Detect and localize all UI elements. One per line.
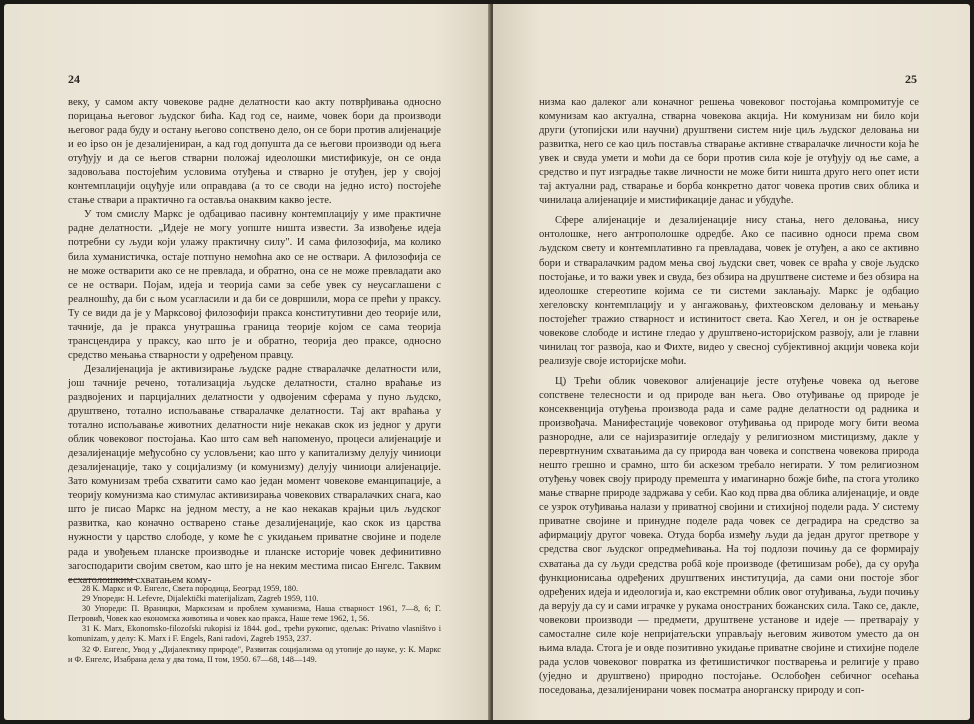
footnote-31: 31 K. Marx, Ekonomsko-filozofski rukopisi iz 1844. god., трећи рукопис, одељак: Privatno vlasništvo i komunizam, у делу: K. Marx i F. Engels, Rani radovi, Zagreb 1953, 237. xyxy=(68,624,441,644)
left-paragraph-3: Дезалијенација је активизирање људске радне стваралачке делатности или, још тачније речено, тотализација људске делатности, стално враћање из раздвојених и парцијалних делатности у одвојеним сферама у пуно људско, друштвено, тотално испољавање стваралачке делатности. Тај акт враћања у тотално испољавање животних делатности није некакав скок из једног у други облик човековог постојања. Као што сам већ напоменуо, процеси алијенације и дезалијенације међусобно су условљени; као што у капитализму делују чиниоци дезалијенације, тако у социјализму (и комунизму) делују чиниоци алијенације. Зато комунизам треба схватити само као један момент човекове еманципације, а теорију комунизма као стимулас активизирања човекових стваралачких снага, као што је писао Маркс на једном месту, а не као некакав крајњи циљ људског развитка, као коначно остварено стање дезалијенације, као скок из царства нужности у царство слободе, у коме ће с укидањем приватне својине и поделе рада и увођењем планске производње и планске историје човек дефинитивно загосподарити својим светом, као што је на неким местима писао Енгелс. Таквим есхатолошким схватањем кому- xyxy=(68,363,441,586)
right-paragraph-1: низма као далеког али коначног решења човековог постојања компромитује се комунизам као актуална, стварна човекова акција. Ни комунизам ни било који други (утопијски или научни) друштвени систем није циљ људског деловања ни развитка, него се као циљ поставља стварање активне стваралачке личности која ће увек и свуда умети и моћи да се бори против сила које је отуђују од ње саме, а средство и пут изградње такве личности не може бити ништа друго него опет исти тај актуални рад, стварање и борба конкретно датог човека против свих облика и чинилаца алијенације и мистификације данас и убудуће. xyxy=(539,97,919,207)
footnote-28: 28 К. Маркс и Ф. Енгелс, Света породица, Београд 1959, 180. xyxy=(82,584,299,593)
left-body-text xyxy=(68,96,441,588)
right-paragraph-3: Ц) Трећи облик човековог алијенације јесте отуђење човека од његове сопствене телесности и од природе ван њега. Ово отуђивање од природе је консеквенција отуђења производа рада и саме радне делатности од радника и произвођача. Манифестације човековог отуђивања од природе могу бити веома разнородне, али се најизразитије огледају у религиозном мистицизму, дакле у перевртнуним схватањима да су природа ван човека и сопствена човекова природа нешто грешно и срамно, што би аскезом требало негирати. У том религиозном отуђењу човек своју природу премешта у имагинарно божје биће, па стога утолико мање стварне природе задржава у себи. Као код прва два облика алијенације, и овде се узрок отуђивања налази у приватној својини и стихијној подели рада. У систему приватне својине и принудне поделе рада човек се деградира на средство за афирмацију другог човека. Отуда борба између људи да један другог претворе у средства свог људског опредмећивања. На тој подлози почињу да се формирају схватања да су људи средства робâ које производе (фетишизам робе), да су оруђа функционисања одређених друштвених институција, да сами они постоје због одређених идеја и идеологија и, као екстремни облик овог отуђивања, људи почињу да верују да су и сами играчке у рукама оностраних божанских сила. Тако се, дакле, човекови производи — предмети, друштвене установе и идеје — претварају у самосталне силе које непријатељски управљају његовим животом уместо да он њима влада. Стога је и овде позитивно укидање приватне својине и стихијне поделе рада услов човековог повратка из фетишистичког постварења и религије у право (уједно и друштвено) природно постојање. Ослобођен себичног осећања поседовања, дезалијенирани човек посматра анорганску природу и соп- xyxy=(539,375,919,696)
page-number-left: 24 xyxy=(68,72,80,86)
right-page xyxy=(493,4,970,720)
page-number-right: 25 xyxy=(905,72,917,86)
left-paragraph-1: веку, у самом акту човекове радне делатности као акту потврђивања односно порицања његовог људског бића. Кад год се, наиме, човек бори да производи његовог рада буду и остану његово сопствено дело, он се бори против алијенације и eo ipso он је дезалијениран, а кад год допушта да се његови производи од њега отуђују и да се његов стварни положај идеолошки мистификује, он се онда задовољава постојећим условима отуђења и стварно је отуђен, јер у својој контемплацији оцуђује или оправдава (а то се своди на једно исто) постојеће стање ствари а практично га оставља онаквим какво јесте. xyxy=(68,97,441,207)
footnote-32: 32 Ф. Енгелс, Увод у „Дијалектику природе", Развитак социјализма од утопије до науке, у: К. Маркс и Ф. Енгелс, Изабрана дела у два тома, II том, 1950. 67—68, 148—149. xyxy=(68,644,441,664)
footnote-29: 29 Упореди: H. Lefevre, Dijalektički materijalizam, Zagreb 1959, 110. xyxy=(82,594,319,604)
footnote-30: 30 Упореди: П. Враницки, Марксизам и проблем хуманизма, Наша стварност 1961, 7—8, 6; Г. Петровић, Човек као економска животиња и човек као пракса, Наше теме 1962, 1, 56. xyxy=(68,604,441,624)
right-paragraph-2: Сфере алијенације и дезалијенације нису стања, него деловања, нису онтолошке, него антрополошке одредбе. Ако се пасивно односи према свом људском свету и контемплативно га превладава, човек је отуђен, а ако се активно бори и стваралачким радом мења свој људски свет, човек се враћа у своје људско постојање, и то важи увек и свуда, без обзира на друштвене системе и без обзира на идеолошке стереотипе којима се ти системи заклањају. Маркс је одбацио хегеловску контемплацију и у ангажовању, фихтеовском деловању и мењању постојећег тражио стварност и истинитост света. Као Хегел, и он је остварење човекове слободе и истине гледао у друштвено-историјском развоју, али је главни чинилац тог развоја, као и Фихте, видео у свесној субјективној акцији човека који реализује своје историјске моћи. xyxy=(539,215,919,367)
left-paragraph-2: У том смислу Маркс је одбацивао пасивну контемплацију у име практичне радне делатности. „Идеје не могу уопште ништа извести. За извођење идеја потребни су људи који улажу практичну силу". И сама филозофија, ма колико била хуманистичка, остаје потпуно немоћна ако се не оствари. А филозофија се не може остварити ако се не превлада, и обратно, она се не може превладати ако се не оствари. Појам, идеја и теорија сами за себе увек су неусаглашени с реалношћу, да би с њом усагласили и да би се довршили, мора се прећи у праксу. Ту се види да је у Марксовој филозофији пракса конститутивни део теорије или, тачније, да је пракса унутрашња граница теорије којом се сама теорија трансцендира у праксу, као што је и обратно, теорија део праксе, односно средство мењања стварности у одређеном правцу. xyxy=(68,209,441,361)
footnote-separator xyxy=(68,579,136,580)
footnotes xyxy=(68,584,441,665)
left-page xyxy=(4,4,491,720)
right-body-text xyxy=(539,96,919,698)
